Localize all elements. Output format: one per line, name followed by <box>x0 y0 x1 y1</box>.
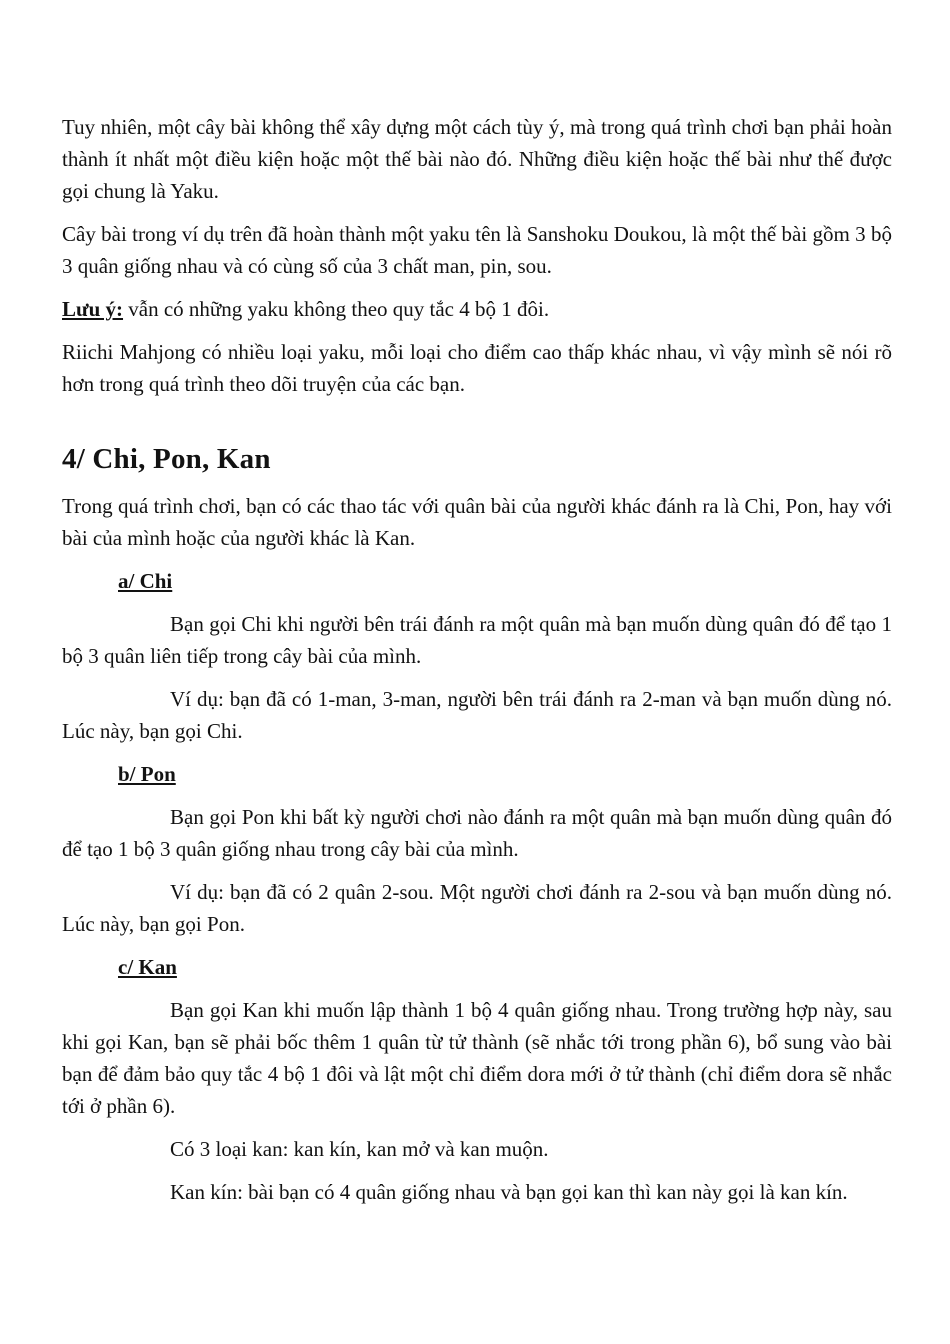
note-text: vẫn có những yaku không theo quy tắc 4 bộ 1 đôi. <box>128 297 550 321</box>
note-label: Lưu ý: <box>62 297 124 321</box>
paragraph-note <box>62 293 892 325</box>
paragraph-kan-types: Có 3 loại kan: kan kín, kan mở và kan muộn. <box>170 1137 549 1161</box>
subheading-chi <box>118 565 892 597</box>
paragraph-section4-intro: Trong quá trình chơi, bạn có các thao tác với quân bài của người khác đánh ra là Chi, Pon, hay với bài của mình hoặc của người khác là Kan. <box>62 494 892 550</box>
subheading-kan <box>118 951 892 983</box>
paragraph-kan-closed: Kan kín: bài bạn có 4 quân giống nhau và bạn gọi kan thì kan này gọi là kan kín. <box>170 1180 848 1204</box>
paragraph-pon-desc: Bạn gọi Pon khi bất kỳ người chơi nào đánh ra một quân mà bạn muốn dùng quân đó để tạo 1 bộ 3 quân giống nhau trong cây bài của mình. <box>62 805 892 861</box>
paragraph-sanshoku: Cây bài trong ví dụ trên đã hoàn thành một yaku tên là Sanshoku Doukou, là một thế bài gồm 3 bộ 3 quân giống nhau và có cùng số của 3 chất man, pin, sou. <box>62 222 892 278</box>
subheading-chi-label: a/ Chi <box>118 569 173 593</box>
paragraph-riichi-yaku: Riichi Mahjong có nhiều loại yaku, mỗi loại cho điểm cao thấp khác nhau, vì vậy mình sẽ nói rõ hơn trong quá trình theo dõi truyện của các bạn. <box>62 340 892 396</box>
section-heading-chi-pon-kan: 4/ Chi, Pon, Kan <box>62 443 271 475</box>
subheading-pon-label: b/ Pon <box>118 762 176 786</box>
subheading-kan-label: c/ Kan <box>118 955 177 979</box>
paragraph-yaku-intro: Tuy nhiên, một cây bài không thể xây dựng một cách tùy ý, mà trong quá trình chơi bạn phải hoàn thành ít nhất một điều kiện hoặc một thế bài nào đó. Những điều kiện hoặc thế bài như thế được gọi chung là Yaku. <box>62 115 892 203</box>
paragraph-chi-desc: Bạn gọi Chi khi người bên trái đánh ra một quân mà bạn muốn dùng quân đó để tạo 1 bộ 3 quân liên tiếp trong cây bài của mình. <box>62 612 892 668</box>
paragraph-pon-example: Ví dụ: bạn đã có 2 quân 2-sou. Một người chơi đánh ra 2-sou và bạn muốn dùng nó. Lúc này, bạn gọi Pon. <box>62 880 892 936</box>
subheading-pon <box>118 758 892 790</box>
paragraph-kan-desc: Bạn gọi Kan khi muốn lập thành 1 bộ 4 quân giống nhau. Trong trường hợp này, sau khi gọi Kan, bạn sẽ phải bốc thêm 1 quân từ tử thành (sẽ nhắc tới trong phần 6), bổ sung vào bài bạn để đảm bảo quy tắc 4 bộ 1 đôi và lật một chỉ điểm dora mới ở tử thành (chỉ điểm dora sẽ nhắc tới ở phần 6). <box>62 998 892 1118</box>
paragraph-chi-example: Ví dụ: bạn đã có 1-man, 3-man, người bên trái đánh ra 2-man và bạn muốn dùng nó. Lúc này, bạn gọi Chi. <box>62 687 892 743</box>
